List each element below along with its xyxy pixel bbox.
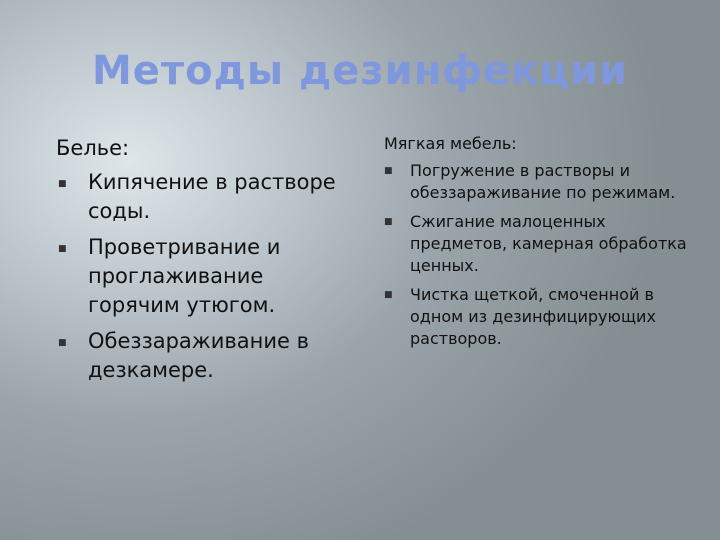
bullet-icon: ■ bbox=[384, 217, 393, 227]
right-list bbox=[384, 160, 694, 350]
right-heading: Мягкая мебель: bbox=[384, 134, 517, 153]
bullet-icon: ■ bbox=[384, 290, 393, 300]
left-heading: Белье: bbox=[56, 136, 130, 160]
bullet-icon: ■ bbox=[58, 244, 67, 254]
left-column bbox=[56, 133, 356, 392]
list-item: ■ Обеззараживание в дезкамере. bbox=[58, 329, 309, 382]
list-item: ■ Сжигание малоценных предметов, камерная обработка ценных. bbox=[384, 212, 687, 275]
left-list bbox=[56, 168, 356, 385]
list-item: ■ Чистка щеткой, смоченной в одном из дезинфицирующих растворов. bbox=[384, 285, 656, 348]
list-item: ■ Кипячение в растворе соды. bbox=[58, 170, 336, 223]
bullet-icon: ■ bbox=[384, 166, 393, 176]
bullet-icon: ■ bbox=[58, 179, 67, 189]
bullet-icon: ■ bbox=[58, 338, 67, 348]
list-item: ■ Погружение в растворы и обеззараживание по режимам. bbox=[384, 161, 676, 202]
list-item: ■ Проветривание и проглаживание горячим утюгом. bbox=[58, 235, 281, 317]
slide-title: Методы дезинфекции bbox=[91, 48, 628, 94]
right-column bbox=[384, 133, 694, 357]
